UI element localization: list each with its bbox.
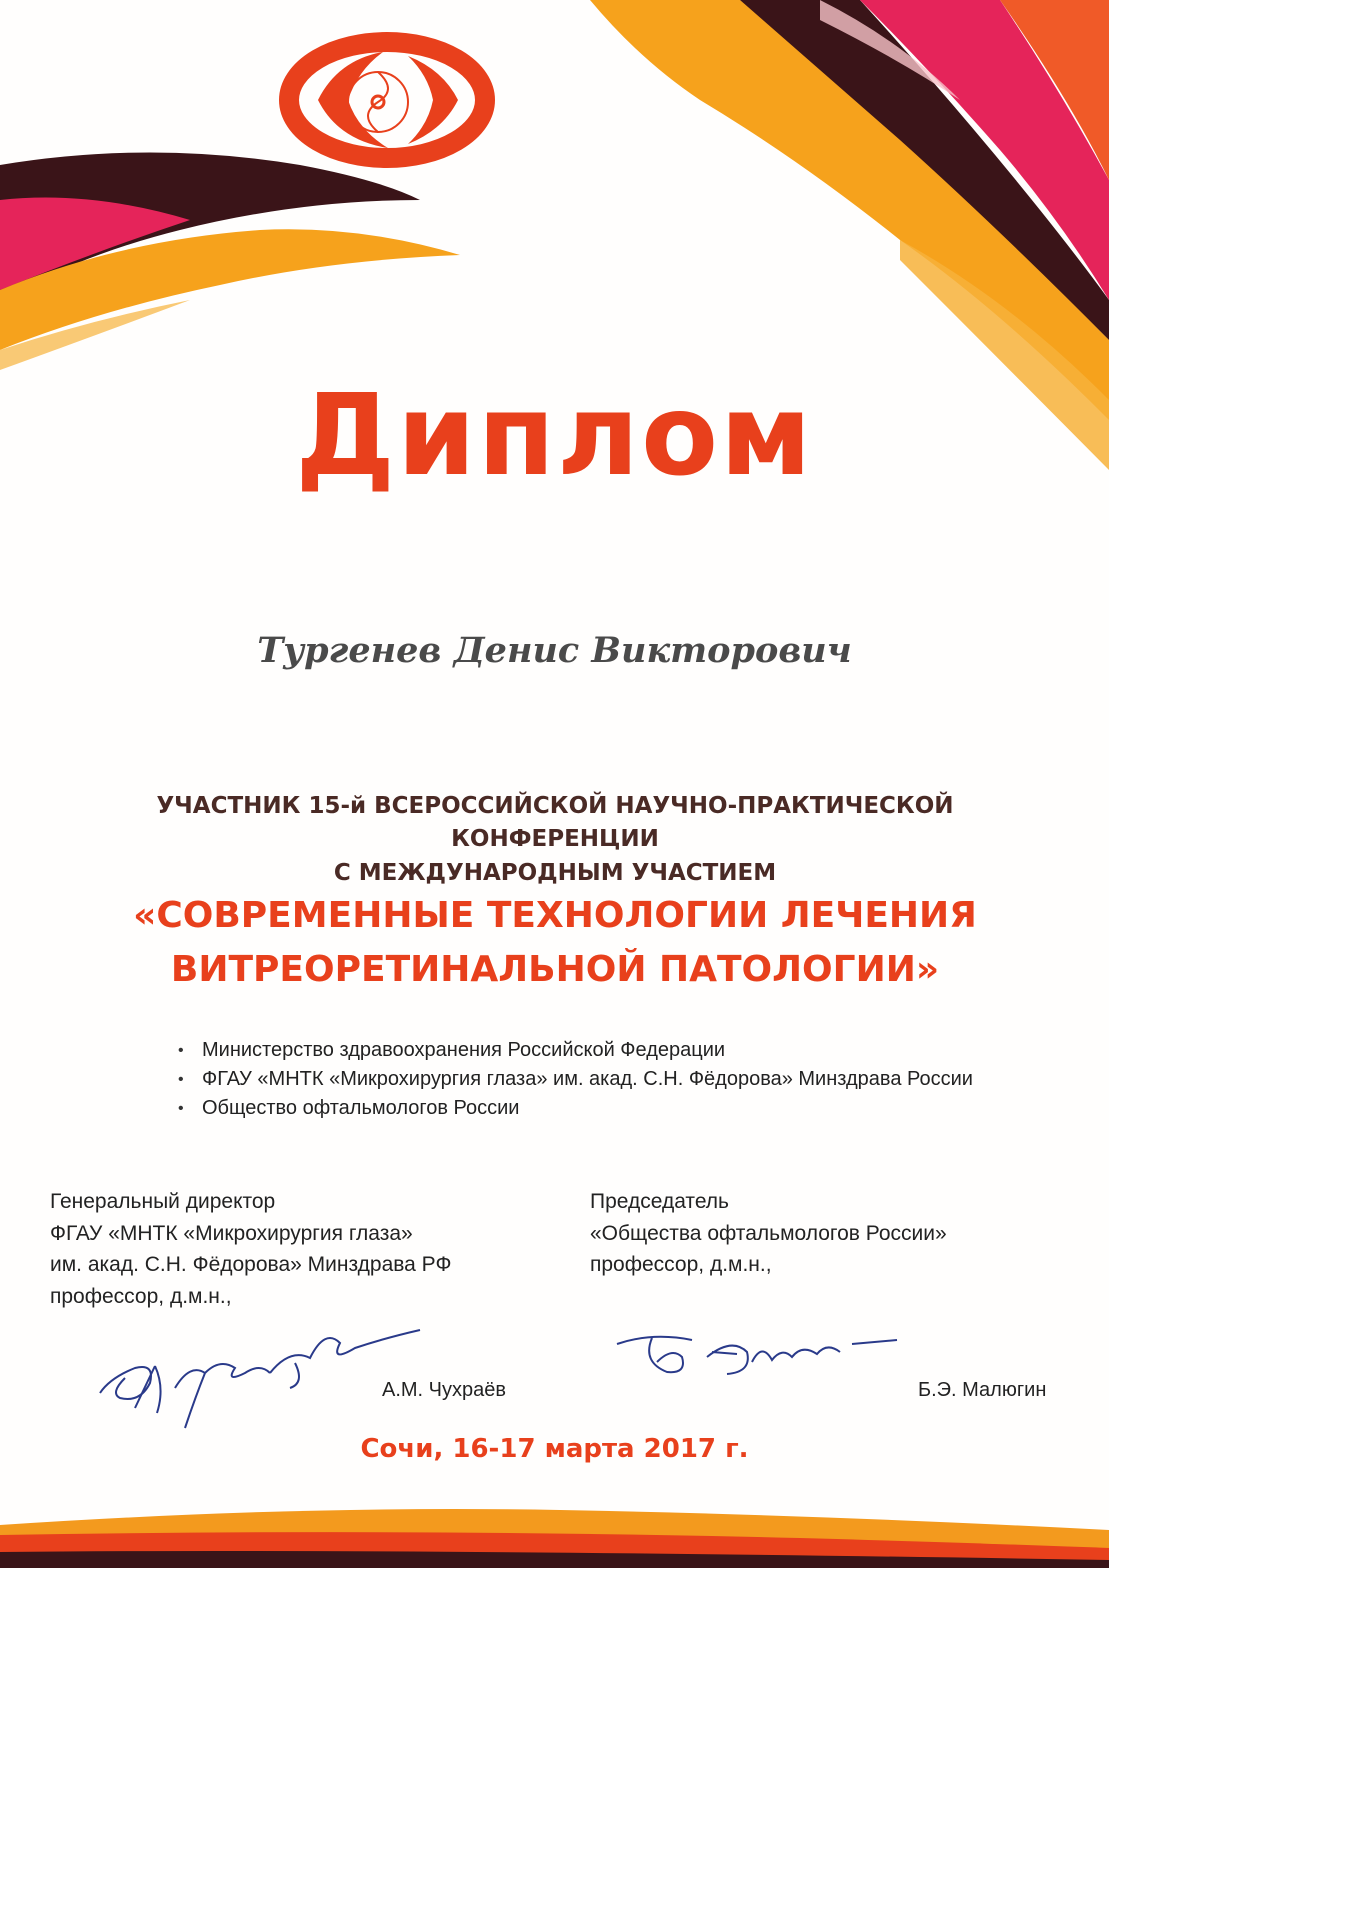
bullet-icon: • [178,1100,184,1117]
signatory-right-line: профессор, д.м.н., [590,1253,772,1276]
organizer-item [174,1094,973,1123]
signatory-left-name: А.М. Чухраёв [382,1379,506,1401]
organizer-item [174,1065,973,1094]
signatory-left-title [50,1186,451,1312]
eye-logo-icon [278,30,496,170]
organizer-item [174,1036,973,1065]
bullet-icon: • [178,1042,184,1059]
signatory-left-line: профессор, д.м.н., [50,1284,232,1308]
signature-left [95,1318,425,1438]
signatory-left-line: Генеральный директор [50,1190,276,1213]
place-and-date: Сочи, 16-17 марта 2017 г. [360,1434,749,1464]
organizer-label: Общество офтальмологов России [202,1097,520,1119]
conference-title-line-2: ВИТРЕОРЕТИНАЛЬНОЙ ПАТОЛОГИИ» [170,949,940,990]
organizer-label: Министерство здравоохранения Российской Федерации [202,1039,726,1061]
signatory-right-name: Б.Э. Малюгин [918,1379,1047,1401]
signatory-left-line: ФГАУ «МНТК «Микрохирургия глаза» [50,1221,413,1245]
signatory-right-title [590,1186,947,1281]
participant-line-2: С МЕЖДУНАРОДНЫМ УЧАСТИЕМ [333,859,777,886]
diploma-title: Диплом [295,371,814,501]
signature-right [612,1322,902,1394]
participant-line-1: УЧАСТНИК 15-й ВСЕРОССИЙСКОЙ НАУЧНО-ПРАКТИЧЕСКОЙ КОНФЕРЕНЦИИ [156,793,954,853]
recipient-name: Тургенев Денис Викторович [257,630,852,671]
signatory-right-line: Председатель [590,1190,729,1213]
organizers-list [174,1036,973,1123]
conference-title-line-1: «СОВРЕМЕННЫЕ ТЕХНОЛОГИИ ЛЕЧЕНИЯ [133,895,977,936]
signatory-left-line: им. акад. С.Н. Фёдорова» Минздрава РФ [50,1253,452,1276]
organizer-label: ФГАУ «МНТК «Микрохирургия глаза» им. акад. С.Н. Фёдорова» Минздрава России [202,1068,973,1090]
participant-statement [60,790,1050,890]
conference-title [40,889,1070,997]
signatory-right-line: «Общества офтальмологов России» [590,1221,947,1245]
bullet-icon: • [178,1071,184,1088]
